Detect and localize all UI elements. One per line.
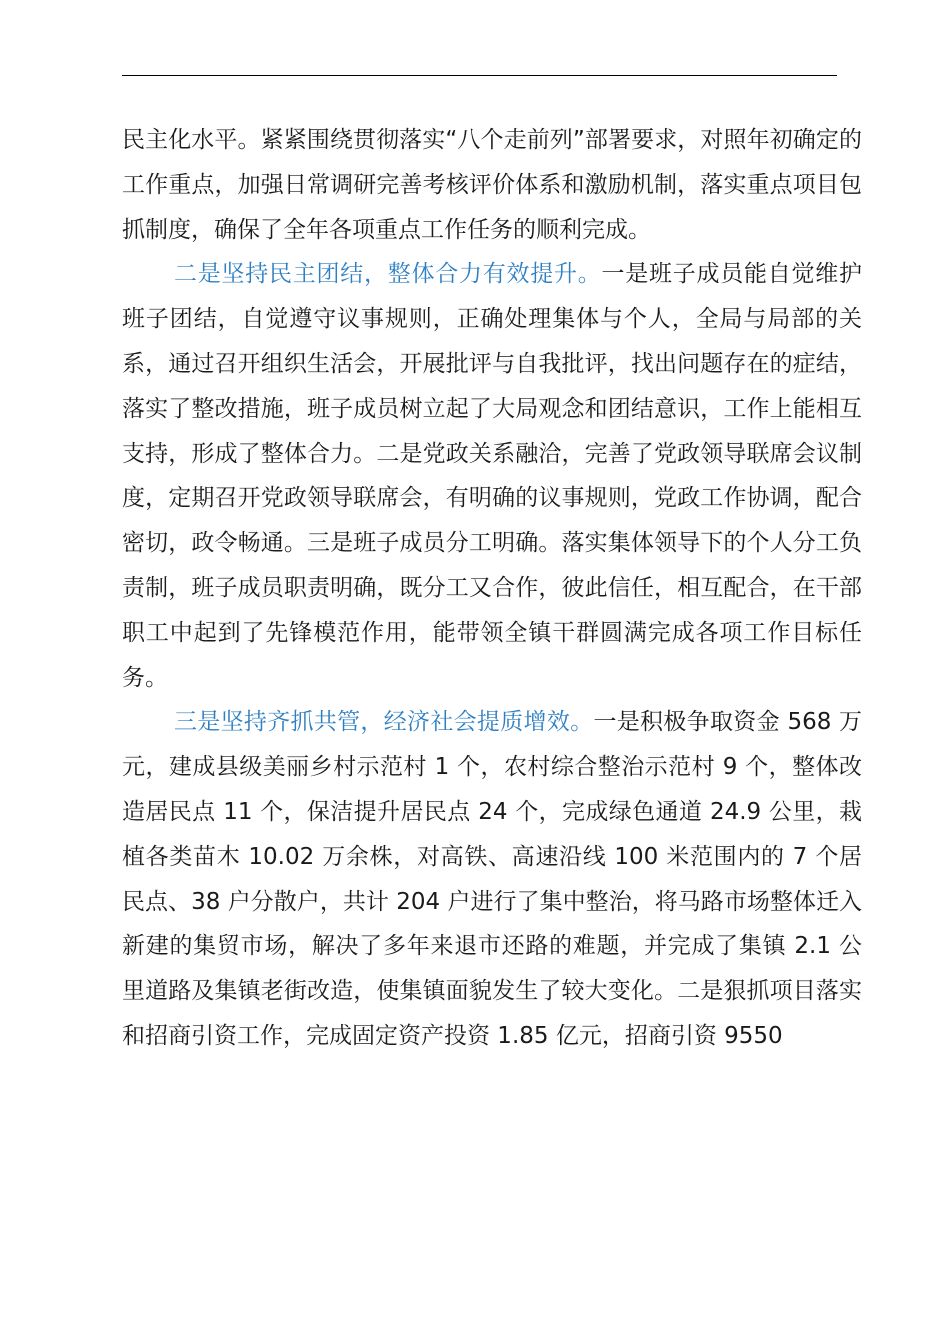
paragraph-text: 一是班子成员能自觉维护班子团结，自觉遵守议事规则，正确处理集体与个人，全局与局部的关系，通过召开组织生活会，开展批评与自我批评，找出问题存在的症结，落实了整改措施，班子成员树立起了大局观念和团结意识，工作上能相互支持，形成了整体合力。二是党政关系融洽，完善了党政领导联席会议制度，定期召开党政领导联席会，有明确的议事规则，党政工作协调，配合密切，政令畅通。三是班子成员分工明确。落实集体领导下的个人分工负责制，班子成员职责明确，既分工又合作，彼此信任，相互配合，在干部职工中起到了先锋模范作用，能带领全镇干群圆满完成各项工作目标任务。 <box>122 261 862 691</box>
paragraph-economic-society <box>122 700 862 1058</box>
header-rule <box>122 75 837 76</box>
paragraph-continuation <box>122 118 862 252</box>
section-heading: 二是坚持民主团结，整体合力有效提升。 <box>174 261 602 288</box>
paragraph-text: 一是积极争取资金 568 万元，建成县级美丽乡村示范村 1 个，农村综合整治示范村 9 个，整体改造居民点 11 个，保洁提升居民点 24 个，完成绿色通道 24.9 公里，栽植各类苗木 10.02 万余株，对高铁、高速沿线 100 米范围内的 7 个居民点、38 户分散户，共计 204 户进行了集中整治，将马路市场整体迁入新建的集贸市场，解决了多年来退市还路的难题，并完成了集镇 2.1 公里道路及集镇老街改造，使集镇面貌发生了较大变化。二是狠抓项目落实和招商引资工作，完成固定资产投资 1.85 亿元，招商引资 9550 <box>122 709 862 1049</box>
section-heading: 三是坚持齐抓共管，经济社会提质增效。 <box>174 709 594 736</box>
document-body <box>122 118 862 1059</box>
paragraph-text: 民主化水平。紧紧围绕贯彻落实“八个走前列”部署要求，对照年初确定的工作重点，加强日常调研完善考核评价体系和激励机制，落实重点项目包抓制度，确保了全年各项重点工作任务的顺利完成。 <box>122 127 862 243</box>
paragraph-democratic-unity <box>122 252 862 700</box>
